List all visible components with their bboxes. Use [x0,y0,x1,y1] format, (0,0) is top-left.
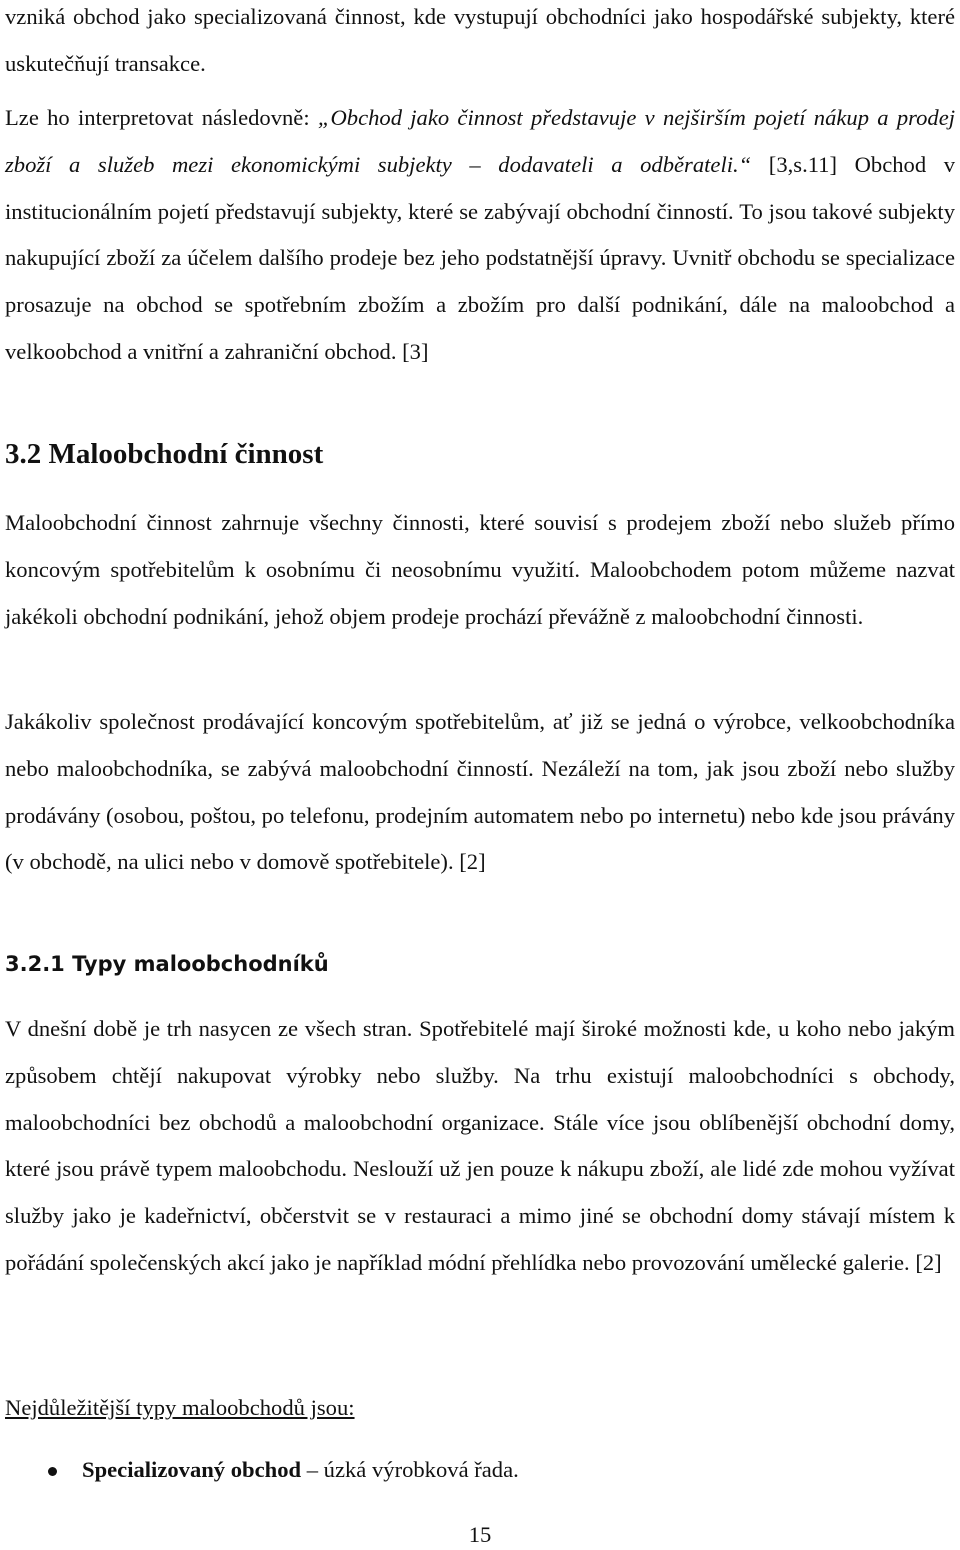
paragraph-2-rest: [3,s.11] Obchod v institucionálním pojetí představují subjekty, které se zabývají obchodní činností. To jsou takové subjekty nakupující zboží za účelem dalšího prodeje bez jeho podstatnější úpravy. Uvnitř obchodu se specializace prosazuje na obchod se spotřebním zbožím a zbožím pro další podnikání, dále na maloobchod a velkoobchod a vnitřní a zahraniční obchod. [3] [5,151,955,364]
section-heading: 3.2 Maloobchodní činnost [5,438,324,470]
paragraph-3: Maloobchodní činnost zahrnuje všechny činnosti, které souvisí s prodejem zboží nebo služeb přímo koncovým spotřebitelům k osobnímu či neosobnímu využití. Maloobchodem potom můžeme nazvat jakékoli obchodní podnikání, jehož objem prodeje prochází převážně z maloobchodní činnosti. [5,510,955,629]
list-item [5,1457,955,1483]
page-number: 15 [468,1522,492,1547]
paragraph-1-text: vzniká obchod jako specializovaná činnost, kde vystupují obchodníci jako hospodářské subjekty, které uskutečňují transakce. [5,4,955,76]
bullet-icon [48,1467,57,1476]
paragraph-4: Jakákoliv společnost prodávající koncovým spotřebitelům, ať již se jedná o výrobce, velkoobchodníka nebo maloobchodníka, se zabývá maloobchodní činností. Nezáleží na tom, jak jsou zboží nebo služby prodávány (osobou, poštou, po telefonu, prodejním automatem nebo po internetu) nebo kde jsou právány (v obchodě, na ulici nebo v domově spotřebitele). [2] [5,709,955,875]
list-item-term: Specializovaný obchod [82,1457,302,1482]
list-item-desc: – úzká výrobková řada. [301,1457,519,1482]
subsection-heading: 3.2.1 Typy maloobchodníků [5,952,329,976]
paragraph-5: V dnešní době je trh nasycen ze všech stran. Spotřebitelé mají široké možnosti kde, u koho nebo jakým způsobem chtějí nakupovat výrobky nebo služby. Na trhu existují maloobchodníci s obchody, maloobchodníci bez obchodů a maloobchodní organizace. Stále více jsou oblíbenější obchodní domy, které jsou právě typem maloobchodu. Neslouží už jen pouze k nákupu zboží, ale lidé zde mohou vyžívat služby jako je kadeřnictví, občerstvit se v restauraci a mimo jiné se obchodní domy stávají místem k pořádání společenských akcí jako je například módní přehlídka nebo provozování umělecké galerie. [2] [5,1016,955,1275]
list-heading: Nejdůležitější typy maloobchodů jsou: [5,1395,355,1420]
paragraph-2-intro: Lze ho interpretovat následovně: [5,105,318,130]
retail-types-list [5,1457,955,1483]
paragraph-2 [5,95,955,376]
paragraph-1 [5,0,955,88]
definition-quote: „Obchod jako činnost představuje v nejširším pojetí nákup a prodej zboží a služeb mezi ekonomickými subjekty – dodavateli a odběrateli.“ [5,105,956,177]
